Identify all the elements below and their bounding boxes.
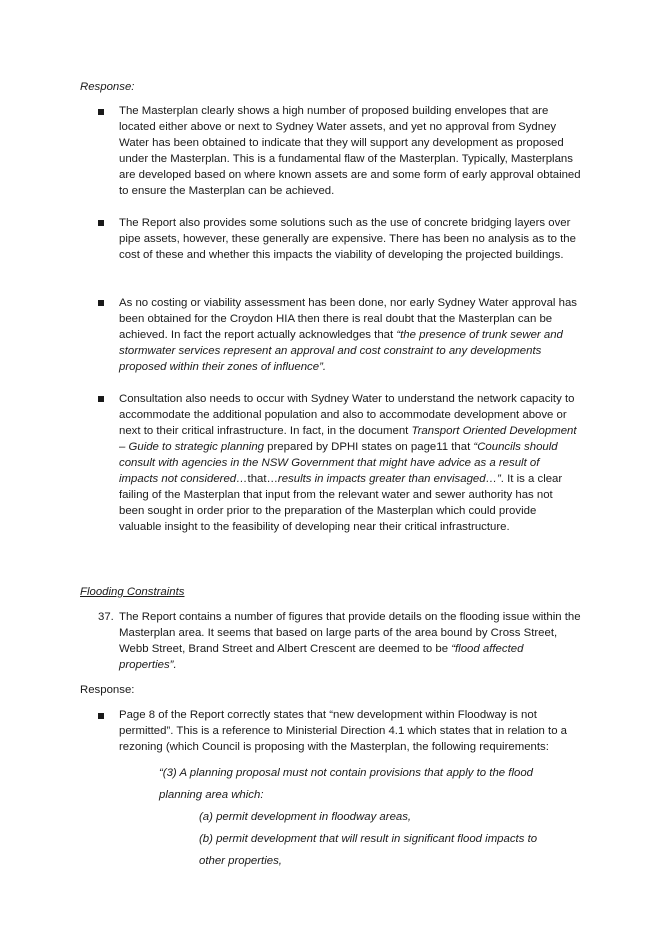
item-number: 37. <box>98 611 114 623</box>
bullet-paragraph: Page 8 of the Report correctly states that “new development within Floodway is not permitted”. This is a reference to Ministerial Direction 4.1 which states that in relation to a rezoning (which Council is proposing with the Masterplan, the following requirements: <box>119 709 568 753</box>
bullet-paragraph: The Report also provides some solutions such as the use of concrete bridging layers over pipe assets, however, these generally are expensive. There has been no analysis as to the cost of these and whether this impacts the viability of developing the projected buildings. <box>119 217 576 261</box>
quote-item: (a) permit development in floodway areas, <box>199 811 412 823</box>
bullet-marker <box>98 300 104 306</box>
bullet-marker <box>98 109 104 115</box>
bullet-paragraph: As no costing or viability assessment has been done, nor early Sydney Water approval has been obtained for the Croydon HIA then there is real doubt that the Masterplan can be achieved. In fact the report actually acknowledges that “the presence of trunk sewer and stormwater services represent an approval and cost constraint to any developments proposed within their zones of influence”. <box>119 297 577 373</box>
bullet-paragraph: Consultation also needs to occur with Sydney Water to understand the network capacity to accommodate the additional population and also to accommodate development above or next to their critical infrastructure. In fact, in the document Transport Oriented Development – Guide to strategic planning prepared by DPHI states on page11 that “Councils should consult with agencies in the NSW Government that might have advice as a result of impacts not considered…that…results in impacts greater than envisaged…”. It is a clear failing of the Masterplan that input from the relevant water and sewer authority has not been sought in order prior to the preparation of the Masterplan which could provide valuable insight to the feasibility of developing near their critical infrastructure. <box>119 393 577 533</box>
quote-line: planning area which: <box>159 789 264 801</box>
bullet-paragraph: The Masterplan clearly shows a high number of proposed building envelopes that are located either above or next to Sydney Water assets, and yet no approval from Sydney Water has been obtained to indicate that they will support any development as proposed under the Masterplan. This is a fundamental flaw of the Masterplan. Typically, Masterplans are developed based on where known assets are and some form of early approval obtained to ensure the Masterplan can be achieved. <box>119 105 581 197</box>
quote-line: “(3) A planning proposal must not contain provisions that apply to the flood <box>159 767 533 779</box>
quote-item: (b) permit development that will result in significant flood impacts to <box>199 833 538 845</box>
bullet-marker <box>98 396 104 402</box>
response-heading: Response: <box>80 684 135 696</box>
quote-item: other properties, <box>199 855 282 867</box>
numbered-paragraph: The Report contains a number of figures that provide details on the flooding issue within the Masterplan area. It seems that based on large parts of the area bound by Cross Street, Webb Street, Brand Street and Albert Crescent are deemed to be “flood affected properties”. <box>119 611 581 671</box>
section-heading: Flooding Constraints <box>80 586 185 598</box>
bullet-marker <box>98 220 104 226</box>
bullet-marker <box>98 713 104 719</box>
response-heading: Response: <box>80 81 135 93</box>
